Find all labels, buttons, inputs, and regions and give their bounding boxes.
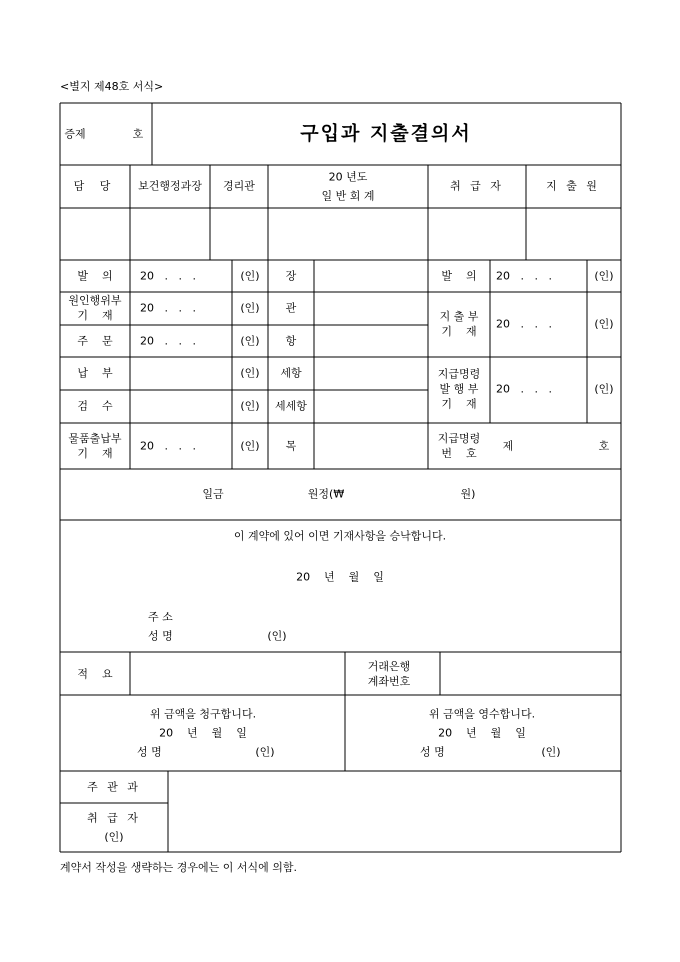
summary-label: 적 요 xyxy=(77,667,113,681)
payment-order-issue-seal: (인) xyxy=(594,382,614,396)
amount-prefix: 일금 xyxy=(202,487,224,501)
right-issue-seal: (인) xyxy=(594,269,614,283)
budget-sesehang-label: 세세항 xyxy=(275,399,307,413)
document-title: 구입과 지출결의서 xyxy=(300,122,472,145)
payment-order-number-prefix: 제 xyxy=(502,439,514,453)
budget-gwan-label: 관 xyxy=(285,301,297,315)
consent-name-label: 성 명 xyxy=(148,629,173,643)
goods-record-seal: (인) xyxy=(240,439,260,453)
inspection-label: 검 수 xyxy=(77,399,113,413)
expenditure-record-date: 20 . . . xyxy=(496,317,552,331)
right-issue-date: 20 . . . xyxy=(496,269,552,283)
proof-number-suffix: 호 xyxy=(132,127,144,141)
budget-jang-label: 장 xyxy=(285,269,297,283)
consent-address-label: 주 소 xyxy=(148,610,173,624)
inspection-seal: (인) xyxy=(240,399,260,413)
amount-won-open: 원정(₩ xyxy=(307,487,345,501)
payment-order-issue-label: 지급명령 발 행 부 기 재 xyxy=(437,367,481,411)
claim-name-label: 성 명 xyxy=(137,745,162,759)
proof-number-label: 증제 xyxy=(64,127,86,141)
order-label: 주 문 xyxy=(77,334,113,348)
order-issue-seal: (인) xyxy=(240,269,260,283)
fiscal-year-label: 20 년도 xyxy=(328,170,368,184)
payment-order-issue-date: 20 . . . xyxy=(496,382,552,396)
bottom-handler-seal: (인) xyxy=(104,830,124,844)
approval-label-health-admin-chief: 보건행정과장 xyxy=(138,179,202,193)
consent-seal: (인) xyxy=(267,629,287,643)
claim-statement: 위 금액을 청구합니다. xyxy=(149,707,257,721)
approval-label-accounting-officer: 경리관 xyxy=(223,179,255,193)
delivery-seal: (인) xyxy=(240,366,260,380)
right-issue-label: 발 의 xyxy=(441,269,477,283)
cause-record-seal: (인) xyxy=(240,301,260,315)
payment-order-number-label: 지급명령 번 호 xyxy=(437,432,481,460)
cause-record-date: 20 . . . xyxy=(140,301,196,315)
bank-account-label: 거래은행 계좌번호 xyxy=(367,660,411,688)
claim-seal: (인) xyxy=(255,745,275,759)
receipt-name-label: 성 명 xyxy=(420,745,445,759)
receipt-date: 20 년 월 일 xyxy=(438,726,526,740)
consent-statement: 이 계약에 있어 이면 기재사항을 승낙합니다. xyxy=(233,529,447,543)
receipt-seal: (인) xyxy=(541,745,561,759)
handler-label: 취 급 자 xyxy=(450,179,504,193)
budget-hang-label: 항 xyxy=(285,334,297,348)
delivery-label: 납 부 xyxy=(77,366,113,380)
budget-sehang-label: 세항 xyxy=(280,366,302,380)
footer-note: 계약서 작성을 생략하는 경우에는 이 서식에 의함. xyxy=(60,861,297,874)
order-issue-label: 발 의 xyxy=(77,269,113,283)
payer-label: 지 출 원 xyxy=(546,179,600,193)
claim-date: 20 년 월 일 xyxy=(159,726,247,740)
payment-order-number-suffix: 호 xyxy=(598,439,610,453)
budget-mok-label: 목 xyxy=(285,439,297,453)
expenditure-record-seal: (인) xyxy=(594,317,614,331)
bottom-handler-label: 취 급 자 xyxy=(87,811,141,825)
receipt-statement: 위 금액을 영수합니다. xyxy=(428,707,536,721)
expenditure-record-label: 지 출 부 기 재 xyxy=(439,310,479,338)
supervising-dept-label: 주 관 과 xyxy=(87,780,141,794)
cause-record-label: 원인행위부 기 재 xyxy=(68,294,122,322)
goods-record-date: 20 . . . xyxy=(140,439,196,453)
amount-won-close: 원) xyxy=(460,487,476,501)
form-number-caption: <별지 제48호 서식> xyxy=(60,80,164,93)
general-account-label: 일 반 회 계 xyxy=(321,189,375,203)
consent-date: 20 년 월 일 xyxy=(296,570,384,584)
order-issue-date: 20 . . . xyxy=(140,269,196,283)
approval-label-in-charge: 담 당 xyxy=(73,179,117,193)
order-date: 20 . . . xyxy=(140,334,196,348)
order-seal: (인) xyxy=(240,334,260,348)
goods-record-label: 물품출납부 기 재 xyxy=(68,432,122,460)
